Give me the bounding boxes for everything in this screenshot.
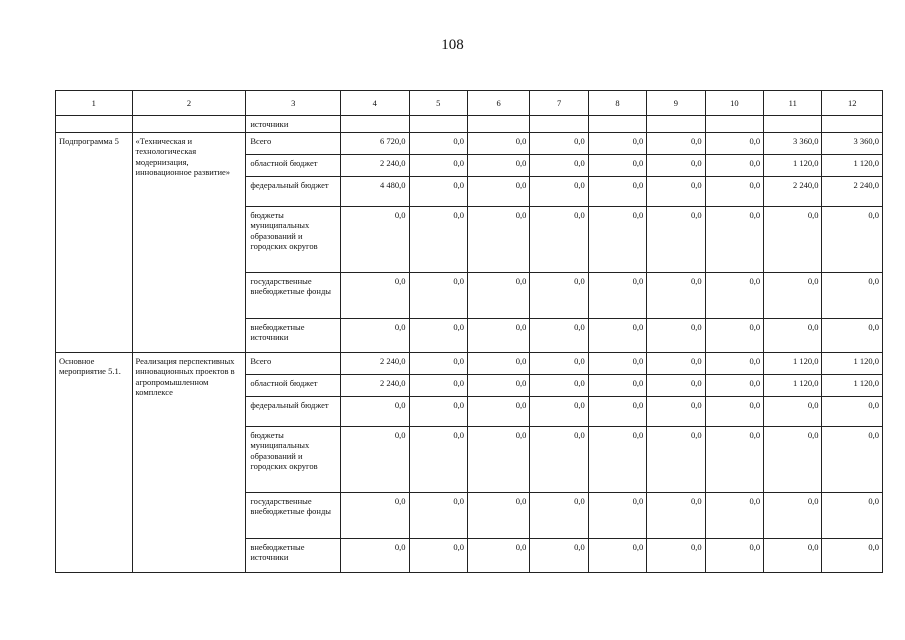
amount-cell: 4 480,0 <box>341 177 409 207</box>
amount-cell: 0,0 <box>588 427 646 493</box>
amount-cell: 0,0 <box>822 397 883 427</box>
amount-cell: 0,0 <box>409 319 467 353</box>
amount-cell: 1 120,0 <box>822 375 883 397</box>
amount-cell: 0,0 <box>409 493 467 539</box>
program-name: Основное мероприятие 5.1. <box>56 353 133 573</box>
amount-cell: 0,0 <box>530 397 588 427</box>
amount-cell: 0,0 <box>588 397 646 427</box>
column-number: 9 <box>647 91 705 116</box>
empty-cell <box>647 116 705 133</box>
amount-cell: 0,0 <box>341 397 409 427</box>
amount-cell: 0,0 <box>705 155 763 177</box>
amount-cell: 0,0 <box>467 155 529 177</box>
amount-cell: 0,0 <box>588 155 646 177</box>
amount-cell: 0,0 <box>822 539 883 573</box>
amount-cell: 0,0 <box>822 207 883 273</box>
empty-cell <box>530 116 588 133</box>
amount-cell: 0,0 <box>467 397 529 427</box>
column-number: 5 <box>409 91 467 116</box>
amount-cell: 0,0 <box>467 539 529 573</box>
amount-cell: 2 240,0 <box>822 177 883 207</box>
amount-cell: 0,0 <box>409 133 467 155</box>
amount-cell: 0,0 <box>530 133 588 155</box>
amount-cell: 0,0 <box>409 207 467 273</box>
program-title: Реализация перспективных инновационных проектов в агропромышленном комплексе <box>132 353 246 573</box>
amount-cell: 0,0 <box>409 353 467 375</box>
amount-cell: 0,0 <box>588 207 646 273</box>
amount-cell: 0,0 <box>341 539 409 573</box>
amount-cell: 0,0 <box>467 319 529 353</box>
funding-source: федеральный бюджет <box>246 177 341 207</box>
amount-cell: 0,0 <box>341 427 409 493</box>
budget-table-body <box>56 91 883 573</box>
funding-source: бюджеты муниципальных образований и городских округов <box>246 207 341 273</box>
funding-source: государственные внебюджетные фонды <box>246 493 341 539</box>
funding-source: федеральный бюджет <box>246 397 341 427</box>
amount-cell: 0,0 <box>467 353 529 375</box>
amount-cell: 1 120,0 <box>764 375 822 397</box>
amount-cell: 0,0 <box>822 319 883 353</box>
amount-cell: 0,0 <box>409 155 467 177</box>
amount-cell: 0,0 <box>822 493 883 539</box>
amount-cell: 0,0 <box>764 539 822 573</box>
amount-cell: 0,0 <box>588 177 646 207</box>
amount-cell: 0,0 <box>647 207 705 273</box>
amount-cell: 0,0 <box>647 353 705 375</box>
amount-cell: 0,0 <box>705 397 763 427</box>
column-number-row <box>56 91 883 116</box>
amount-cell: 0,0 <box>341 493 409 539</box>
amount-cell: 0,0 <box>647 375 705 397</box>
column-number: 10 <box>705 91 763 116</box>
amount-cell: 1 120,0 <box>822 353 883 375</box>
amount-cell: 0,0 <box>588 493 646 539</box>
amount-cell: 0,0 <box>530 353 588 375</box>
empty-cell <box>822 116 883 133</box>
amount-cell: 0,0 <box>705 353 763 375</box>
amount-cell: 0,0 <box>705 493 763 539</box>
amount-cell: 6 720,0 <box>341 133 409 155</box>
empty-cell <box>409 116 467 133</box>
column-number: 7 <box>530 91 588 116</box>
amount-cell: 0,0 <box>341 319 409 353</box>
amount-cell: 0,0 <box>647 177 705 207</box>
amount-cell: 0,0 <box>409 427 467 493</box>
amount-cell: 0,0 <box>764 397 822 427</box>
funding-source: внебюджетные источники <box>246 319 341 353</box>
program-name: Подпрограмма 5 <box>56 133 133 353</box>
amount-cell: 0,0 <box>647 397 705 427</box>
amount-cell: 0,0 <box>822 273 883 319</box>
amount-cell: 0,0 <box>647 273 705 319</box>
amount-cell: 0,0 <box>409 273 467 319</box>
column-number: 8 <box>588 91 646 116</box>
amount-cell: 0,0 <box>764 273 822 319</box>
amount-cell: 0,0 <box>588 273 646 319</box>
amount-cell: 1 120,0 <box>764 155 822 177</box>
amount-cell: 0,0 <box>822 427 883 493</box>
amount-cell: 0,0 <box>409 177 467 207</box>
amount-cell: 1 120,0 <box>822 155 883 177</box>
amount-cell: 0,0 <box>588 133 646 155</box>
amount-cell: 0,0 <box>705 427 763 493</box>
amount-cell: 0,0 <box>647 319 705 353</box>
empty-cell <box>764 116 822 133</box>
amount-cell: 0,0 <box>705 177 763 207</box>
column-number: 2 <box>132 91 246 116</box>
amount-cell: 0,0 <box>530 427 588 493</box>
amount-cell: 0,0 <box>705 539 763 573</box>
amount-cell: 0,0 <box>530 177 588 207</box>
amount-cell: 0,0 <box>409 539 467 573</box>
column-number: 12 <box>822 91 883 116</box>
amount-cell: 3 360,0 <box>822 133 883 155</box>
amount-cell: 0,0 <box>341 273 409 319</box>
amount-cell: 0,0 <box>530 539 588 573</box>
column-number: 1 <box>56 91 133 116</box>
amount-cell: 0,0 <box>764 207 822 273</box>
amount-cell: 0,0 <box>530 207 588 273</box>
amount-cell: 0,0 <box>467 375 529 397</box>
amount-cell: 0,0 <box>764 493 822 539</box>
amount-cell: 2 240,0 <box>764 177 822 207</box>
empty-cell <box>56 116 133 133</box>
funding-source: источники <box>246 116 341 133</box>
amount-cell: 0,0 <box>530 375 588 397</box>
amount-cell: 0,0 <box>588 319 646 353</box>
table-row <box>56 353 883 375</box>
budget-table <box>55 90 883 573</box>
amount-cell: 0,0 <box>530 493 588 539</box>
amount-cell: 2 240,0 <box>341 375 409 397</box>
funding-source: Всего <box>246 353 341 375</box>
empty-cell <box>588 116 646 133</box>
table-row <box>56 133 883 155</box>
empty-cell <box>132 116 246 133</box>
funding-source: государственные внебюджетные фонды <box>246 273 341 319</box>
amount-cell: 0,0 <box>705 375 763 397</box>
amount-cell: 0,0 <box>588 539 646 573</box>
amount-cell: 1 120,0 <box>764 353 822 375</box>
amount-cell: 0,0 <box>705 319 763 353</box>
amount-cell: 0,0 <box>588 375 646 397</box>
amount-cell: 0,0 <box>341 207 409 273</box>
funding-source: внебюджетные источники <box>246 539 341 573</box>
amount-cell: 0,0 <box>467 493 529 539</box>
empty-cell <box>341 116 409 133</box>
column-number: 4 <box>341 91 409 116</box>
funding-source: Всего <box>246 133 341 155</box>
amount-cell: 0,0 <box>647 133 705 155</box>
amount-cell: 0,0 <box>764 319 822 353</box>
funding-source: областной бюджет <box>246 375 341 397</box>
page-number: 108 <box>441 37 464 53</box>
amount-cell: 0,0 <box>530 319 588 353</box>
amount-cell: 0,0 <box>530 273 588 319</box>
amount-cell: 0,0 <box>467 207 529 273</box>
amount-cell: 0,0 <box>705 133 763 155</box>
amount-cell: 0,0 <box>530 155 588 177</box>
column-number: 3 <box>246 91 341 116</box>
amount-cell: 0,0 <box>467 177 529 207</box>
amount-cell: 0,0 <box>705 273 763 319</box>
amount-cell: 0,0 <box>467 133 529 155</box>
amount-cell: 0,0 <box>705 207 763 273</box>
amount-cell: 0,0 <box>467 427 529 493</box>
amount-cell: 0,0 <box>409 397 467 427</box>
continuation-row <box>56 116 883 133</box>
amount-cell: 3 360,0 <box>764 133 822 155</box>
amount-cell: 0,0 <box>409 375 467 397</box>
empty-cell <box>705 116 763 133</box>
amount-cell: 0,0 <box>647 539 705 573</box>
amount-cell: 0,0 <box>647 427 705 493</box>
column-number: 6 <box>467 91 529 116</box>
amount-cell: 0,0 <box>647 493 705 539</box>
column-number: 11 <box>764 91 822 116</box>
program-title: «Техническая и технологическая модернизация, инновационное развитие» <box>132 133 246 353</box>
funding-source: областной бюджет <box>246 155 341 177</box>
amount-cell: 2 240,0 <box>341 155 409 177</box>
amount-cell: 0,0 <box>764 427 822 493</box>
funding-source: бюджеты муниципальных образований и городских округов <box>246 427 341 493</box>
amount-cell: 2 240,0 <box>341 353 409 375</box>
amount-cell: 0,0 <box>467 273 529 319</box>
empty-cell <box>467 116 529 133</box>
amount-cell: 0,0 <box>588 353 646 375</box>
amount-cell: 0,0 <box>647 155 705 177</box>
